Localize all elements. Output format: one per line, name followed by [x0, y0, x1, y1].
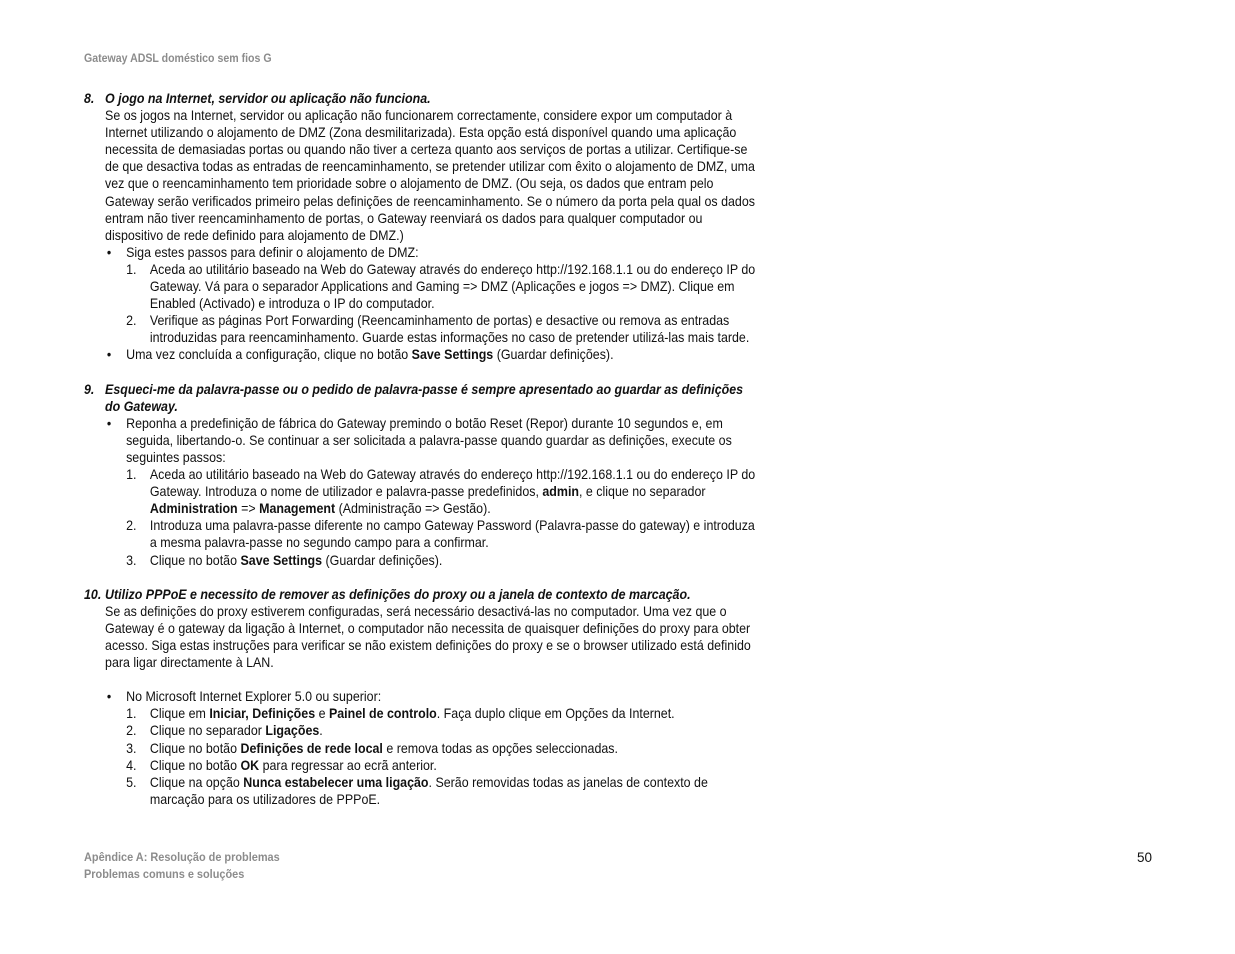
step-number: 5.	[126, 774, 137, 790]
step-text: Clique no separador	[149, 723, 266, 739]
bullet-text: (Guardar definições).	[493, 347, 614, 363]
bullet-text: Reponha a predefinição de fábrica do Gateway premindo o botão Reset (Repor) durante 10 segundos e, em seguida, libertando-o. Se continuar a ser solicitada a palavra-passe quando guardar as definições, execute os seguintes passos:	[126, 415, 732, 465]
step-text: Aceda ao utilitário baseado na Web do Gateway através do endereço http://192.168.1.1 ou do endereço IP do Gateway. Introduza o nome de utilizador e palavra-passe predefinidos,	[149, 467, 756, 500]
step-text: e remova todas as opções seleccionadas.	[382, 740, 618, 756]
step-number: 1.	[126, 706, 137, 722]
section-9	[84, 381, 761, 569]
step-item	[126, 740, 761, 757]
step-text: Clique no botão	[149, 552, 241, 568]
step-item	[126, 705, 761, 722]
bold-term: Painel de controlo	[328, 706, 437, 722]
bullet-item	[105, 346, 761, 363]
step-item	[126, 517, 761, 551]
step-number: 4.	[126, 757, 137, 773]
running-footer	[84, 850, 280, 884]
bold-term: Iniciar, Definições	[209, 706, 316, 722]
bold-term: Save Settings	[240, 552, 323, 568]
step-item	[126, 466, 761, 517]
step-text: (Administração => Gestão).	[335, 501, 491, 517]
bullet-text: No Microsoft Internet Explorer 5.0 ou superior:	[126, 689, 382, 705]
footer-chapter: Apêndice A: Resolução de problemas	[84, 852, 280, 864]
bullet-marker: •	[106, 689, 112, 705]
step-number: 2.	[126, 313, 137, 329]
bullet-item	[105, 415, 761, 569]
bold-term: Ligações	[265, 723, 320, 739]
footer-section: Problemas comuns e soluções	[84, 869, 245, 881]
bullet-marker: •	[106, 415, 112, 431]
section-title: O jogo na Internet, servidor ou aplicação não funciona.	[105, 91, 431, 106]
bold-term: Definições de rede local	[240, 740, 383, 756]
step-text: Aceda ao utilitário baseado na Web do Gateway através do endereço http://192.168.1.1 ou do endereço IP do Gateway. Vá para o separador Applications and Gaming => DMZ (Aplicações e jogos => DMZ). Clique em Enabled (Activado) e introduza o IP do computador.	[149, 261, 756, 312]
bold-term: admin	[542, 484, 580, 500]
section-10	[84, 586, 761, 808]
step-item	[126, 757, 761, 774]
step-text: e	[315, 706, 329, 722]
step-text: para regressar ao ecrã anterior.	[259, 757, 437, 773]
section-number: 9.	[84, 381, 95, 397]
step-item	[126, 261, 761, 312]
section-title: Utilizo PPPoE e necessito de remover as definições do proxy ou a janela de contexto de marcação.	[105, 586, 691, 602]
spacer	[84, 569, 761, 586]
bold-term: Nunca estabelecer uma ligação	[243, 774, 429, 790]
bullet-item	[105, 688, 761, 808]
step-text: , e clique no separador	[579, 484, 706, 500]
step-text: Clique em	[149, 706, 210, 722]
bold-term: Administration	[149, 501, 238, 517]
spacer	[84, 364, 761, 381]
bold-term: Management	[259, 501, 336, 517]
section-number: 10.	[84, 586, 102, 602]
step-text: (Guardar definições).	[322, 552, 443, 568]
section-paragraph: Se as definições do proxy estiverem configuradas, será necessário desactivá-las no computador. Uma vez que o Gateway é o gateway da ligação à Internet, o computador não necessita de quaisquer definições do proxy para obter acesso. Siga estas instruções para verificar se não existem definições do proxy e se o browser utilizado está definido para ligar directamente à LAN.	[105, 603, 751, 671]
bold-term: OK	[240, 757, 260, 773]
section-title: Esqueci-me da palavra-passe ou o pedido de palavra-passe é sempre apresentado ao guardar as definições do Gateway.	[105, 381, 744, 414]
bullet-text: Siga estes passos para definir o alojamento de DMZ:	[126, 244, 419, 260]
step-number: 2.	[126, 723, 137, 739]
step-text: Verifique as páginas Port Forwarding (Reencaminhamento de portas) e desactive ou remova as entradas introduzidas para reencaminhamento. Guarde estas informações no caso de pretender utilizá-las mais tarde.	[149, 313, 750, 346]
step-number: 3.	[126, 552, 137, 568]
step-text: . Serão removidas todas as janelas de contexto de marcação para os utilizadores de PPPoE.	[149, 774, 708, 807]
step-number: 1.	[126, 261, 137, 277]
bullet-text: Uma vez concluída a configuração, clique no botão	[126, 347, 412, 363]
bullet-marker: •	[106, 347, 112, 363]
step-text: . Faça duplo clique em Opções da Internet.	[436, 706, 675, 722]
running-header: Gateway ADSL doméstico sem fios G	[84, 53, 272, 65]
step-text: .	[319, 723, 323, 739]
section-8	[84, 90, 761, 364]
page-number: 50	[1137, 850, 1153, 865]
step-item	[126, 774, 761, 808]
step-text: Clique na opção	[149, 774, 244, 790]
step-item	[126, 552, 761, 569]
step-number: 1.	[126, 467, 137, 483]
section-number: 8.	[84, 91, 95, 106]
spacer	[105, 671, 761, 688]
page-content	[84, 90, 761, 808]
step-item	[126, 722, 761, 739]
step-number: 3.	[126, 740, 137, 756]
step-text: Introduza uma palavra-passe diferente no campo Gateway Password (Palavra-passe do gateway) e introduza a mesma palavra-passe no segundo campo para a confirmar.	[149, 518, 755, 551]
section-paragraph: Se os jogos na Internet, servidor ou aplicação não funcionarem correctamente, considere expor um computador à Internet utilizando o alojamento de DMZ (Zona desmilitarizada). Esta opção está disponível quando uma aplicação necessita de demasiadas portas ou quando não tiver a certeza quanto aos serviços de portas a utilizar. Certifique-se de que desactiva todas as entradas de reencaminhamento, se pretender utilizar com êxito o alojamento de DMZ, uma vez que o reencaminhamento tem prioridade sobre o alojamento de DMZ. (Ou seja, os dados que entram pelo Gateway serão verificados primeiro pelas definições de reencaminhamento. Se o número da porta pela qual os dados entram não tiver reencaminhamento de portas, o Gateway reenviará os dados para qualquer computador ou dispositivo de rede definido para alojamento de DMZ.)	[105, 108, 755, 243]
step-text: Clique no botão	[149, 740, 241, 756]
bold-term: Save Settings	[411, 347, 494, 363]
bullet-marker: •	[106, 244, 112, 260]
step-text: =>	[237, 501, 260, 517]
step-text: Clique no botão	[149, 757, 241, 773]
bullet-item	[105, 244, 761, 347]
step-number: 2.	[126, 518, 137, 534]
step-item	[126, 312, 761, 346]
